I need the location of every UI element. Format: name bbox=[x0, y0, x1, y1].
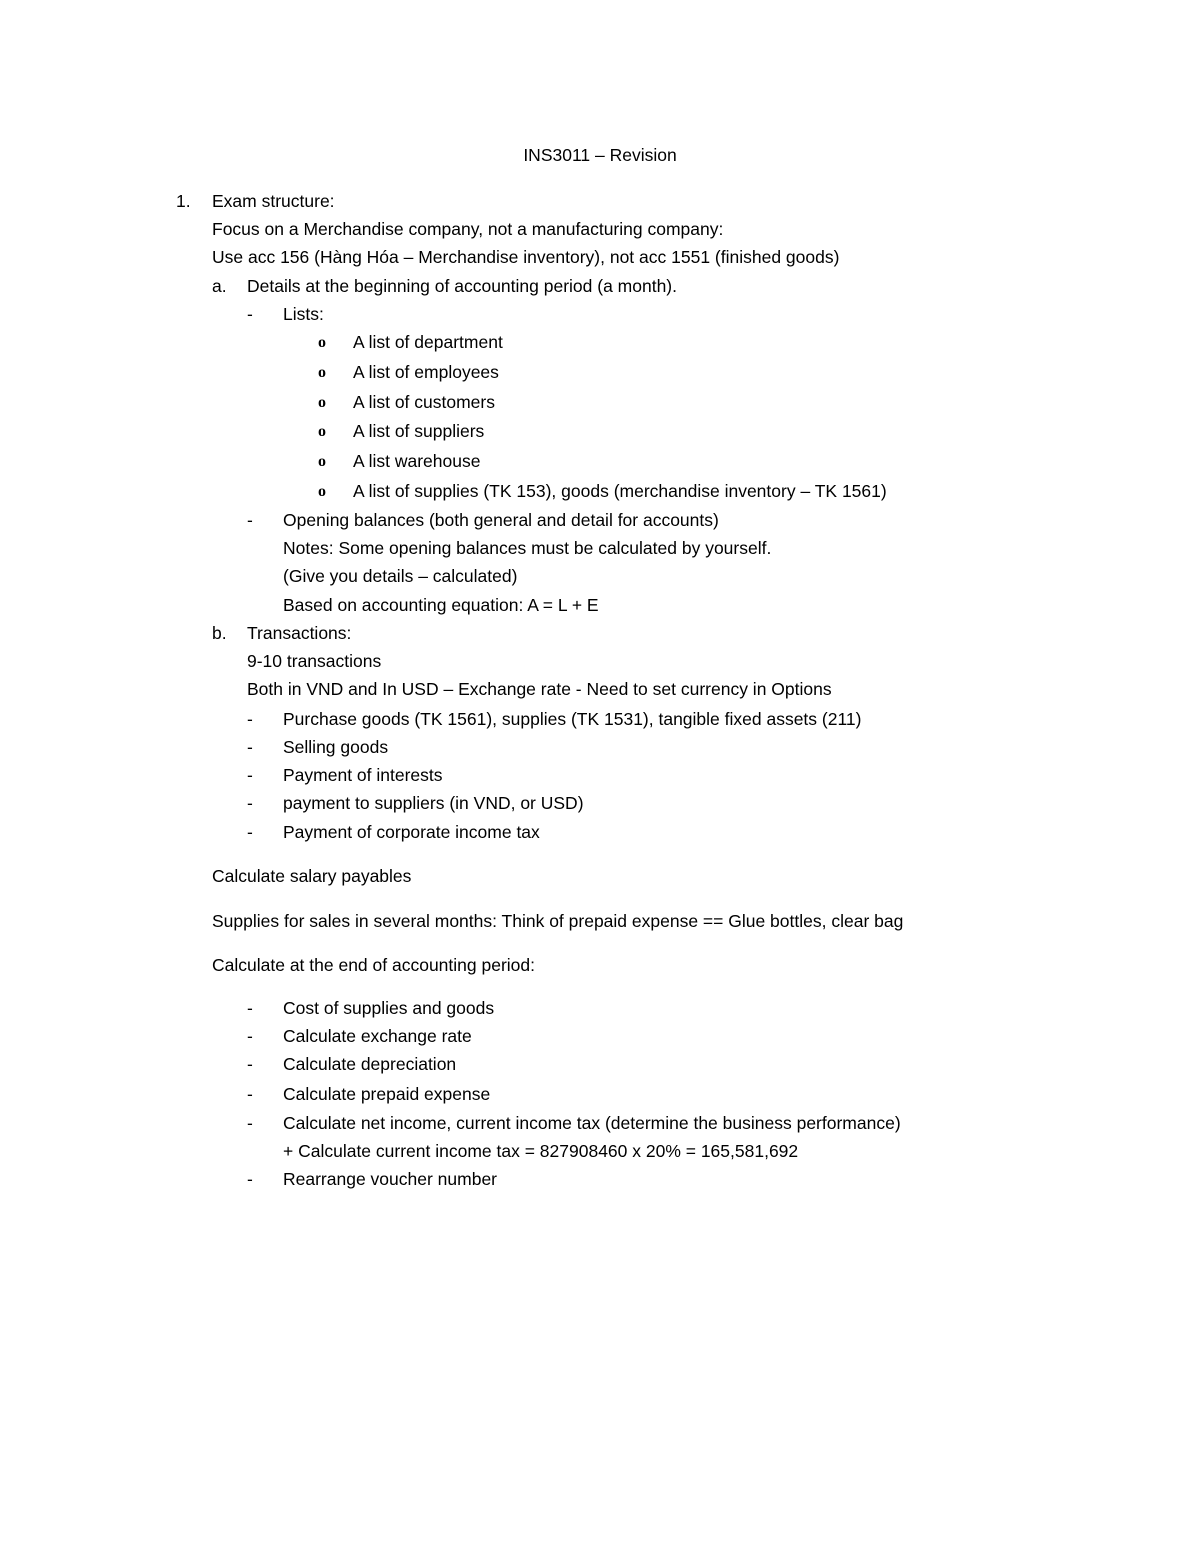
circle-bullet: o bbox=[318, 423, 326, 440]
dash-bullet: - bbox=[247, 1054, 253, 1074]
dash-bullet: - bbox=[247, 510, 253, 530]
list-item: Calculate exchange rate bbox=[283, 1026, 472, 1046]
dash-bullet: - bbox=[247, 1026, 253, 1046]
text-line: Both in VND and In USD – Exchange rate - Need to set currency in Options bbox=[247, 679, 832, 699]
list-item: Selling goods bbox=[283, 737, 389, 757]
subsection-heading: Transactions: bbox=[247, 623, 352, 643]
circle-bullet: o bbox=[318, 394, 326, 411]
dash-bullet: - bbox=[247, 1113, 253, 1133]
list-marker: a. bbox=[212, 276, 227, 296]
paragraph: Supplies for sales in several months: Think of prepaid expense == Glue bottles, clear bag bbox=[212, 911, 904, 931]
list-item: Calculate net income, current income tax (determine the business performance) bbox=[283, 1113, 901, 1133]
paragraph: Calculate at the end of accounting period: bbox=[212, 955, 535, 975]
list-item: A list of customers bbox=[353, 392, 495, 412]
section-heading: Exam structure: bbox=[212, 191, 335, 211]
dash-bullet: - bbox=[247, 737, 253, 757]
text-line: Based on accounting equation: A = L + E bbox=[283, 595, 599, 615]
list-item: payment to suppliers (in VND, or USD) bbox=[283, 793, 584, 813]
list-item: A list of employees bbox=[353, 362, 499, 382]
text-line: 9-10 transactions bbox=[247, 651, 382, 671]
list-item: Calculate prepaid expense bbox=[283, 1084, 491, 1104]
list-item: Calculate depreciation bbox=[283, 1054, 457, 1074]
subsection-heading: Details at the beginning of accounting period (a month). bbox=[247, 276, 677, 296]
list-item: Payment of interests bbox=[283, 765, 443, 785]
list-item: Opening balances (both general and detail for accounts) bbox=[283, 510, 719, 530]
paragraph: Calculate salary payables bbox=[212, 866, 412, 886]
dash-bullet: - bbox=[247, 709, 253, 729]
list-item: A list of suppliers bbox=[353, 421, 485, 441]
text-line: Focus on a Merchandise company, not a manufacturing company: bbox=[212, 219, 724, 239]
text-line: (Give you details – calculated) bbox=[283, 566, 518, 586]
dash-bullet: - bbox=[247, 998, 253, 1018]
dash-bullet: - bbox=[247, 1169, 253, 1189]
list-item: Lists: bbox=[283, 304, 324, 324]
list-item: Rearrange voucher number bbox=[283, 1169, 498, 1189]
circle-bullet: o bbox=[318, 483, 326, 500]
list-marker: b. bbox=[212, 623, 227, 643]
list-item: A list of supplies (TK 153), goods (merchandise inventory – TK 1561) bbox=[353, 481, 887, 501]
list-item: A list warehouse bbox=[353, 451, 481, 471]
text-line: Use acc 156 (Hàng Hóa – Merchandise inventory), not acc 1551 (finished goods) bbox=[212, 247, 840, 267]
dash-bullet: - bbox=[247, 304, 253, 324]
dash-bullet: - bbox=[247, 765, 253, 785]
page-title: INS3011 – Revision bbox=[523, 145, 677, 165]
dash-bullet: - bbox=[247, 822, 253, 842]
list-item: Payment of corporate income tax bbox=[283, 822, 540, 842]
dash-bullet: - bbox=[247, 1084, 253, 1104]
list-item: Purchase goods (TK 1561), supplies (TK 1531), tangible fixed assets (211) bbox=[283, 709, 862, 729]
list-item: A list of department bbox=[353, 332, 503, 352]
tax-calculation: + Calculate current income tax = 827908460 x 20% = 165,581,692 bbox=[283, 1141, 799, 1161]
text-line: Notes: Some opening balances must be calculated by yourself. bbox=[283, 538, 772, 558]
section-number: 1. bbox=[176, 191, 191, 211]
list-item: Cost of supplies and goods bbox=[283, 998, 495, 1018]
circle-bullet: o bbox=[318, 453, 326, 470]
circle-bullet: o bbox=[318, 334, 326, 351]
circle-bullet: o bbox=[318, 364, 326, 381]
dash-bullet: - bbox=[247, 793, 253, 813]
